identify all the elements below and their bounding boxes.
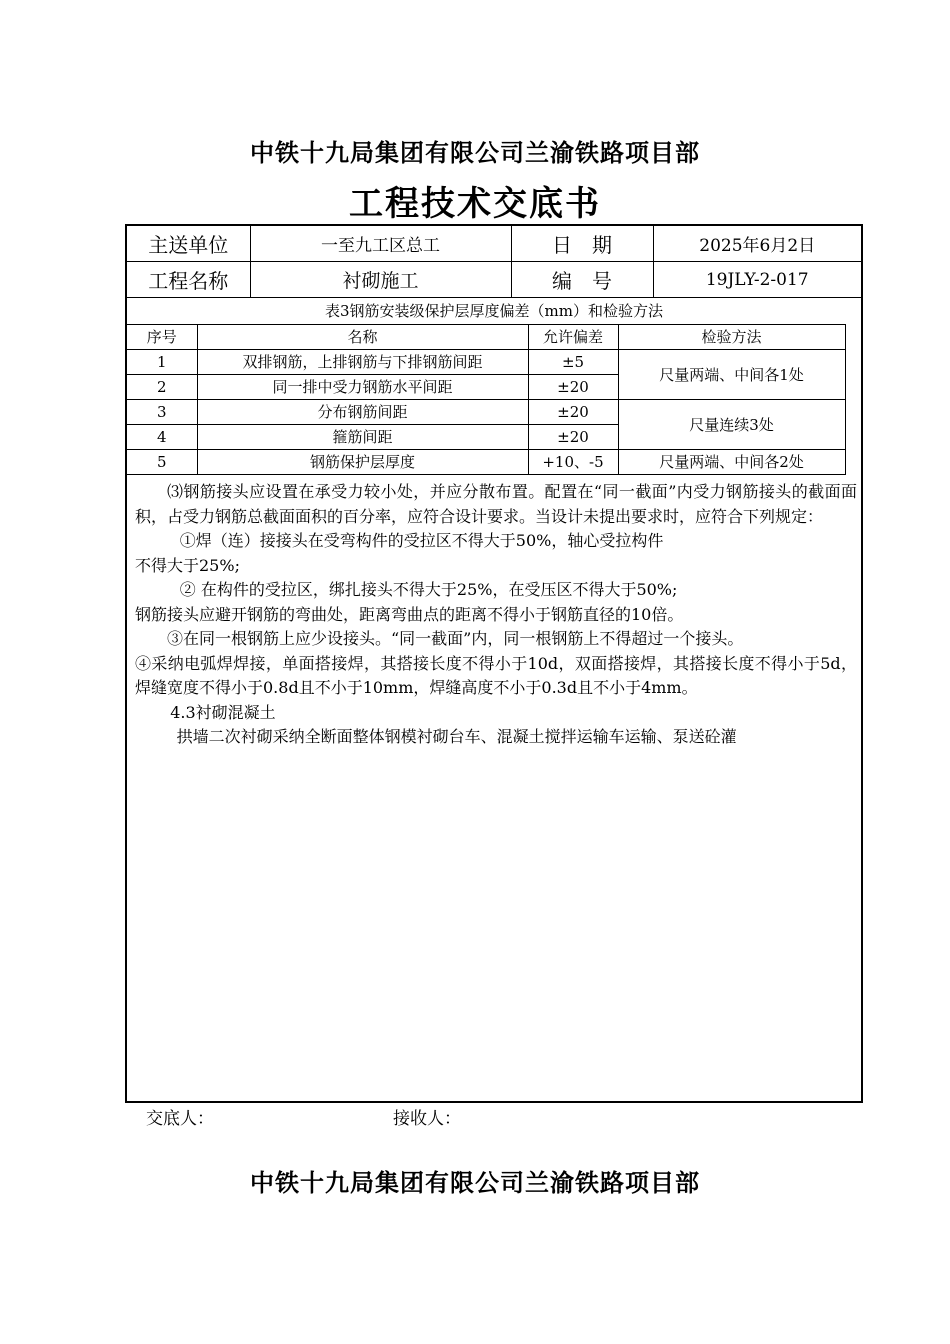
row-no: 4 bbox=[127, 425, 197, 450]
row-method: 尺量两端、中间各2处 bbox=[618, 450, 845, 475]
col-header-no: 序号 bbox=[127, 325, 197, 350]
info-table bbox=[127, 226, 861, 298]
row-no: 5 bbox=[127, 450, 197, 475]
paragraph-rule-1a: ①焊（连）接接头在受弯构件的受拉区不得大于50%，轴心受拉构件 bbox=[179, 531, 664, 550]
org-name-header: 中铁十九局集团有限公司兰渝铁路项目部 bbox=[250, 138, 700, 167]
paragraph-rule-1b: 不得大于25%; bbox=[135, 555, 240, 575]
body-text bbox=[135, 480, 857, 750]
org-name-footer: 中铁十九局集团有限公司兰渝铁路项目部 bbox=[250, 1168, 700, 1197]
row-tolerance: +10、-5 bbox=[528, 450, 618, 475]
paragraph-rule-4: ④采纳电弧焊焊接，单面搭接焊，其搭接长度不得小于10d，双面搭接焊，其搭接长度不得小于5d，焊缝宽度不得小于0.8d且不小于10mm，焊缝高度不小于0.3d且不小于4mm。 bbox=[135, 653, 857, 697]
tolerance-header-row bbox=[127, 325, 845, 350]
row-tolerance: ±20 bbox=[528, 400, 618, 425]
row-name: 钢筋保护层厚度 bbox=[197, 450, 528, 475]
row-tolerance: ±5 bbox=[528, 350, 618, 375]
info-row-send bbox=[127, 226, 861, 262]
row-tolerance: ±20 bbox=[528, 375, 618, 400]
send-unit-value: 一至九工区总工 bbox=[250, 226, 511, 262]
row-no: 1 bbox=[127, 350, 197, 375]
paragraph-lining-method: 拱墙二次衬砌采纳全断面整体钢模衬砌台车、混凝土搅拌运输车运输、泵送砼灌 bbox=[176, 727, 737, 746]
receiver-label: 接收人： bbox=[393, 1109, 461, 1129]
paragraph-rule-2a: ② 在构件的受拉区，绑扎接头不得大于25%，在受压区不得大于50%; bbox=[179, 580, 678, 599]
section-heading-lining-concrete: 4.3衬砌混凝土 bbox=[170, 702, 276, 722]
row-no: 3 bbox=[127, 400, 197, 425]
paragraph-rule-3: ③在同一根钢筋上应少设接头。“同一截面”内，同一根钢筋上不得超过一个接头。 bbox=[167, 629, 744, 648]
row-no: 2 bbox=[127, 375, 197, 400]
project-label: 工程名称 bbox=[127, 262, 250, 298]
project-value: 衬砌施工 bbox=[250, 262, 511, 298]
document-title: 工程技术交底书 bbox=[349, 184, 601, 224]
number-label: 编 号 bbox=[511, 262, 653, 298]
date-value: 2025年6月2日 bbox=[653, 226, 861, 262]
row-name: 分布钢筋间距 bbox=[197, 400, 528, 425]
number-value: 19JLY-2-017 bbox=[653, 262, 861, 298]
document-frame bbox=[125, 224, 863, 1103]
paragraph-joint-placement: ⑶钢筋接头应设置在承受力较小处，并应分散布置。配置在“同一截面”内受力钢筋接头的截面面积，占受力钢筋总截面面积的百分率，应符合设计要求。当设计未提出要求时，应符合下列规定： bbox=[135, 482, 857, 526]
tolerance-table bbox=[127, 324, 846, 475]
table-row bbox=[127, 450, 845, 475]
info-row-project bbox=[127, 262, 861, 298]
date-label: 日 期 bbox=[511, 226, 653, 262]
row-tolerance: ±20 bbox=[528, 425, 618, 450]
send-unit-label: 主送单位 bbox=[127, 226, 250, 262]
row-name: 双排钢筋，上排钢筋与下排钢筋间距 bbox=[197, 350, 528, 375]
tolerance-table-caption: 表3钢筋安装级保护层厚度偏差（mm）和检验方法 bbox=[325, 302, 663, 320]
table-row bbox=[127, 350, 845, 375]
col-header-tolerance: 允许偏差 bbox=[528, 325, 618, 350]
handover-person-label: 交底人： bbox=[146, 1109, 214, 1129]
row-name: 箍筋间距 bbox=[197, 425, 528, 450]
table-row bbox=[127, 400, 845, 425]
col-header-method: 检验方法 bbox=[618, 325, 845, 350]
row-method: 尺量连续3处 bbox=[618, 400, 845, 450]
row-method: 尺量两端、中间各1处 bbox=[618, 350, 845, 400]
col-header-name: 名称 bbox=[197, 325, 528, 350]
paragraph-rule-2b: 钢筋接头应避开钢筋的弯曲处，距离弯曲点的距离不得小于钢筋直径的10倍。 bbox=[135, 604, 684, 624]
row-name: 同一排中受力钢筋水平间距 bbox=[197, 375, 528, 400]
